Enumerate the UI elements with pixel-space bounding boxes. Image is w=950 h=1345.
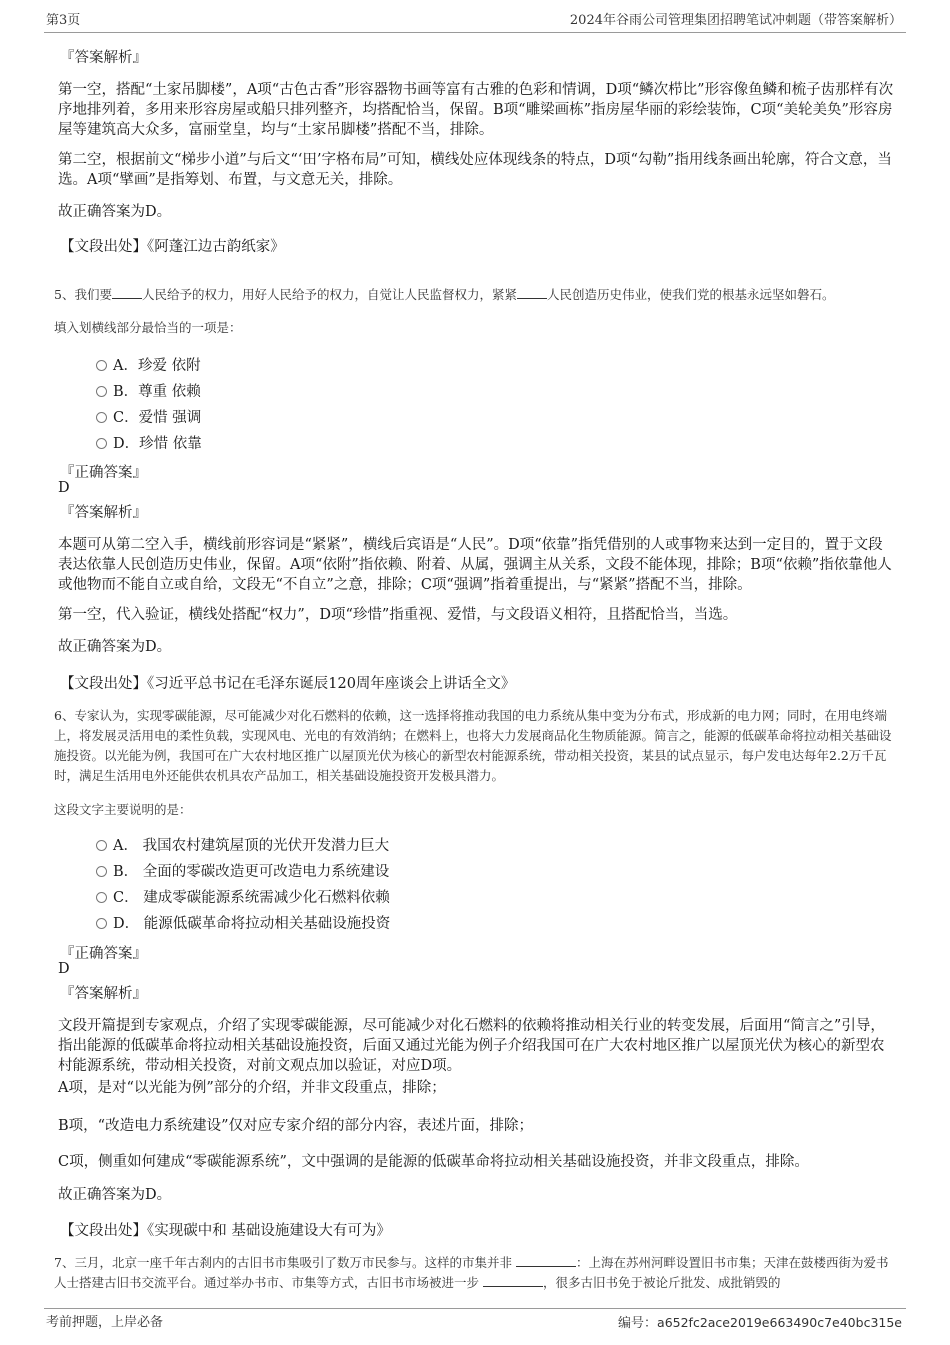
radio-icon[interactable] [96,386,107,397]
correct-answer-tag: 『正确答案』 [60,946,147,962]
radio-icon[interactable] [96,412,107,423]
question-stem: 6、专家认为，实现零碳能源，尽可能减少对化石燃料的依赖，这一选择将推动我国的电力系统从集中变为分布式，形成新的电力网；同时，在用电终端上，将发展灵活用电的柔性负载，实现风电、光电的有效消纳；在燃料上，也将大力发展商品化生物质能源。简言之，能源的低碳革命将拉动相关基础设施投资。以光能为例，我国可在广大农村地区推广以屋顶光伏为核心的新型农村能源系统，带动相关投资，某县的试点显示，每户发电达每年2.2万千瓦时，满足生活用电外还能供农机具农产品加工，相关基础设施投资开发极具潜力。 [54,708,892,783]
answer-blank [112,285,142,299]
analysis-option-c: C项，侧重如何建成“零碳能源系统”，文中强调的是能源的低碳革命将拉动相关基础设施投资，并非文段重点，排除。 [58,1154,809,1170]
radio-icon[interactable] [96,360,107,371]
option-c[interactable]: C．爱惜 强调 [96,408,201,428]
analysis-paragraph: 文段开篇提到专家观点，介绍了实现零碳能源，尽可能减少对化石燃料的依赖将推动相关行业的转变发展，后面用“简言之”引导，指出能源的低碳革命将拉动相关基础设施投资，后面又通过光能为例子介绍我国可在广大农村地区推广以屋顶光伏为核心的新型农村能源系统，带动相关投资，对前文观点加以验证，对应D项。 [58,1018,885,1074]
answer-blank [483,1273,543,1287]
radio-icon[interactable] [96,840,107,851]
document-title: 2024年谷雨公司管理集团招聘笔试冲刺题（带答案解析） [569,13,902,28]
correct-answer: D [58,480,70,496]
radio-icon[interactable] [96,918,107,929]
source-citation: 【文段出处】《习近平总书记在毛泽东诞辰120周年座谈会上讲话全文》 [60,676,516,692]
conclusion: 故正确答案为D。 [58,204,172,220]
source-citation: 【文段出处】《实现碳中和 基础设施建设大有可为》 [60,1223,391,1239]
radio-icon[interactable] [96,438,107,449]
question-prompt: 填入划横线部分最恰当的一项是： [54,320,242,335]
correct-answer: D [58,961,70,977]
document-code: 编号：a652fc2ace2019e663490c7e40bc315e [618,1315,902,1331]
analysis-tag: 『答案解析』 [60,50,147,66]
analysis-tag: 『答案解析』 [60,505,147,521]
option-b[interactable]: B．尊重 依赖 [96,382,201,402]
footer-slogan: 考前押题，上岸必备 [46,1315,164,1330]
analysis-paragraph: 第一空，搭配“土家吊脚楼”，A项“古色古香”形容器物书画等富有古雅的色彩和情调，D项“鳞次栉比”形容像鱼鳞和梳子齿那样有次序地排列着，多用来形容房屋或船只排列整齐，均搭配恰当，保留。B项“雕梁画栋”指房屋华丽的彩绘装饰，C项“美轮美奂”形容房屋等建筑高大众多，富丽堂皇，均与“土家吊脚楼”搭配不当，排除。 [58,82,894,138]
question-prompt: 这段文字主要说明的是： [54,802,192,817]
option-c[interactable]: C． 建成零碳能源系统需减少化石燃料依赖 [96,888,390,908]
radio-icon[interactable] [96,866,107,877]
page-number: 第3页 [46,13,81,28]
conclusion: 故正确答案为D。 [58,639,172,655]
analysis-option-b: B项，“改造电力系统建设”仅对应专家介绍的部分内容，表述片面，排除； [58,1118,533,1134]
page-footer [44,1308,906,1331]
analysis-paragraph: 第一空，代入验证，横线处搭配“权力”，D项“珍惜”指重视、爱惜，与文段语义相符，且搭配恰当，当选。 [58,607,738,623]
analysis-option-a: A项，是对“以光能为例”部分的介绍，并非文段重点，排除； [58,1080,446,1096]
analysis-paragraph: 本题可从第二空入手，横线前形容词是“紧紧”，横线后宾语是“人民”。D项“依靠”指凭借别的人或事物来达到一定目的，置于文段表达依靠人民创造历史伟业，保留。A项“依附”指依赖、附着、从属，强调主从关系，文段不能体现，排除；B项“依赖”指依靠他人或他物而不能自立或自给，文段无“不自立”之意，排除；C项“强调”指着重提出，与“紧紧”搭配不当，排除。 [58,537,892,593]
option-d[interactable]: D．珍惜 依靠 [96,434,202,454]
correct-answer-tag: 『正确答案』 [60,465,147,481]
conclusion: 故正确答案为D。 [58,1187,172,1203]
option-b[interactable]: B． 全面的零碳改造更可改造电力系统建设 [96,862,389,882]
answer-blank [516,1253,576,1267]
analysis-tag: 『答案解析』 [60,986,147,1002]
answer-blank [517,285,547,299]
option-a[interactable]: A． 我国农村建筑屋顶的光伏开发潜力巨大 [96,836,389,856]
source-citation: 【文段出处】《阿蓬江边古韵纸家》 [60,239,285,255]
option-a[interactable]: A．珍爱 依附 [96,356,201,376]
option-d[interactable]: D． 能源低碳革命将拉动相关基础设施投资 [96,914,390,934]
radio-icon[interactable] [96,892,107,903]
question-stem: 5、我们要 人民给予的权力，用好人民给予的权力，自觉让人民监督权力，紧紧 人民创造历史伟业，使我们党的根基永远坚如磐石。 [54,287,835,302]
analysis-paragraph: 第二空，根据前文“梯步小道”与后文“‘田’字格布局”可知，横线处应体现线条的特点，D项“勾勒”指用线条画出轮廓，符合文意，当选。A项“擘画”是指筹划、布置，与文意无关，排除。 [58,152,892,188]
page-header [44,10,906,33]
question-stem: 7、三月，北京一座千年古刹内的古旧书市集吸引了数万市民参与。这样的市集并非 ：上海在苏州河畔设置旧书市集；天津在鼓楼西街为爱书人士搭建古旧书交流平台。通过举办书市、市集等方式，古旧书市场被进一步 ，很多古旧书免于被论斤批发、成批销毁的 [54,1255,889,1290]
